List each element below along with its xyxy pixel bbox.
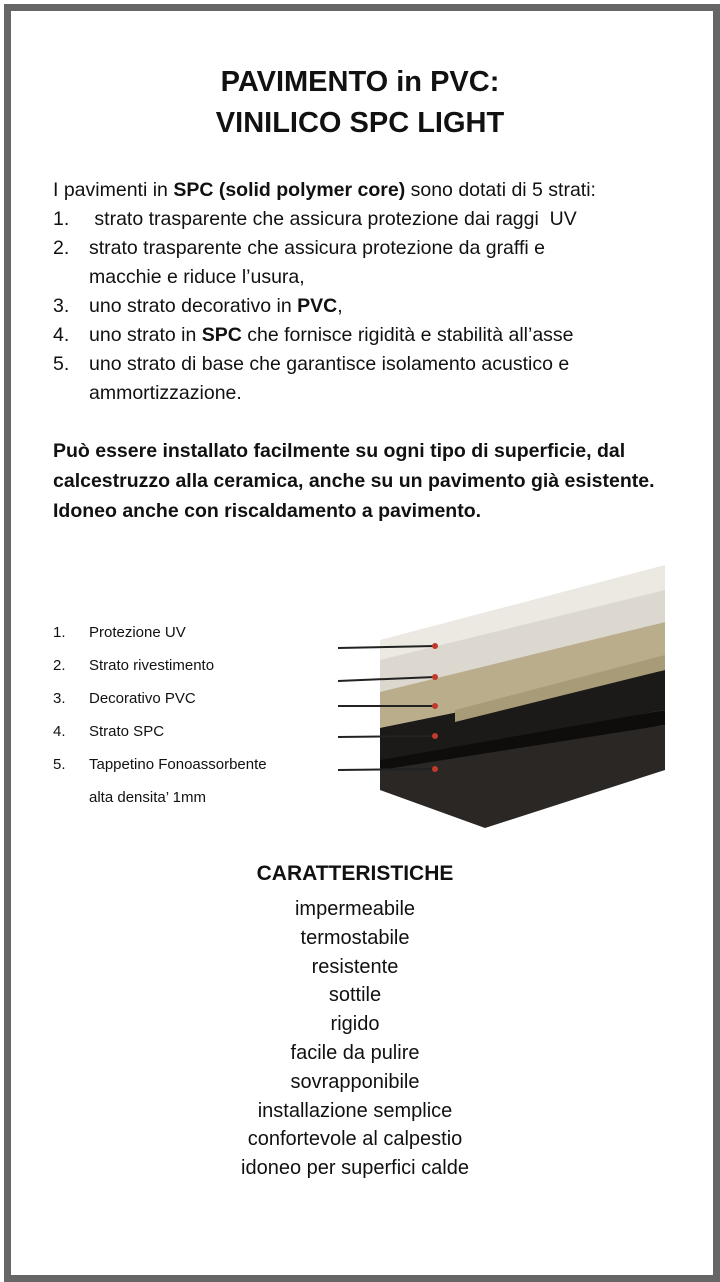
characteristic-item: sottile <box>328 984 382 1007</box>
legend-item-3 <box>53 690 267 723</box>
installation-paragraph: Può essere installato facilmente su ogni tipo di superficie, dal calcestruzzo alla ceramica, anche su un pavimento già esistente. Idoneo anche con riscaldamento a pavimento. <box>53 440 655 522</box>
layers-list-item-3 <box>53 292 673 321</box>
list-number: 3. <box>53 295 70 317</box>
characteristic-item: facile da pulire <box>290 1041 420 1064</box>
pointer-line-5 <box>338 769 435 770</box>
pointer-dot-5 <box>432 766 438 772</box>
intro-bold: SPC (solid polymer core) <box>173 179 406 201</box>
intro-text <box>53 176 596 205</box>
legend-number: 4. <box>53 723 66 740</box>
list-text: uno strato di base che garantisce isolamento acustico e ammortizzazione. <box>89 353 570 404</box>
legend-item-5-sub: alta densita’ 1mm <box>89 789 206 806</box>
legend-number: 2. <box>53 657 66 674</box>
characteristic-item: rigido <box>330 1013 380 1036</box>
intro-post: sono dotati di 5 strati: <box>405 179 596 201</box>
list-text-bold: PVC <box>297 295 338 317</box>
legend-item-2 <box>53 657 267 690</box>
characteristics-list <box>0 895 710 1183</box>
layers-list <box>53 205 673 408</box>
pointer-dot-2 <box>432 674 438 680</box>
list-text-pre: uno strato decorativo in <box>89 295 298 317</box>
legend-number: 5. <box>53 756 66 773</box>
intro-pre: I pavimenti in <box>53 179 174 201</box>
pointer-dot-3 <box>432 703 438 709</box>
page-title <box>0 62 720 144</box>
list-text: strato trasparente che assicura protezione dai raggi UV <box>89 208 577 230</box>
floor-layers-diagram <box>335 560 675 835</box>
characteristics-title: CARATTERISTICHE <box>256 862 454 885</box>
list-number: 1. <box>53 208 70 230</box>
title-line-2: VINILICO SPC LIGHT <box>215 107 505 139</box>
characteristic-item: termostabile <box>300 926 410 949</box>
legend-item-5 <box>53 756 267 789</box>
legend-number: 1. <box>53 624 66 641</box>
legend-text: Protezione UV <box>89 624 186 641</box>
list-text-post: , <box>337 295 343 317</box>
legend-item-1 <box>53 624 267 657</box>
list-text-post: che fornisce rigidità e stabilità all’asse <box>241 324 574 346</box>
list-number: 5. <box>53 353 70 375</box>
title-line-1: PAVIMENTO in PVC: <box>220 66 500 98</box>
characteristic-item: installazione semplice <box>257 1099 453 1122</box>
list-number: 2. <box>53 237 70 259</box>
layers-list-item-4 <box>53 321 673 350</box>
diagram-legend <box>53 624 267 822</box>
list-number: 4. <box>53 324 70 346</box>
list-text <box>89 321 673 350</box>
legend-item-4 <box>53 723 267 756</box>
list-text-pre: uno strato in <box>89 324 202 346</box>
legend-number: 3. <box>53 690 66 707</box>
characteristic-item: impermeabile <box>294 898 416 920</box>
list-text <box>89 292 673 321</box>
pointer-line-4 <box>338 736 435 737</box>
pointer-dot-1 <box>432 643 438 649</box>
legend-text: Strato rivestimento <box>89 657 215 674</box>
list-text: strato trasparente che assicura protezione da graffi e macchie e riduce l’usura, <box>89 237 545 288</box>
legend-text: Decorativo PVC <box>89 690 196 707</box>
layers-list-item-5 <box>53 350 673 408</box>
characteristic-item: resistente <box>311 955 399 978</box>
legend-text: Strato SPC <box>89 723 165 740</box>
list-text-bold: SPC <box>201 324 242 346</box>
legend-text: Tappetino Fonoassorbente <box>89 756 267 773</box>
characteristic-item: sovrapponibile <box>290 1070 420 1093</box>
characteristic-item: idoneo per superfici calde <box>241 1157 469 1180</box>
layers-list-item-2 <box>53 234 673 292</box>
characteristic-item: confortevole al calpestio <box>247 1128 463 1151</box>
pointer-dot-4 <box>432 733 438 739</box>
layers-list-item-1 <box>53 205 673 234</box>
